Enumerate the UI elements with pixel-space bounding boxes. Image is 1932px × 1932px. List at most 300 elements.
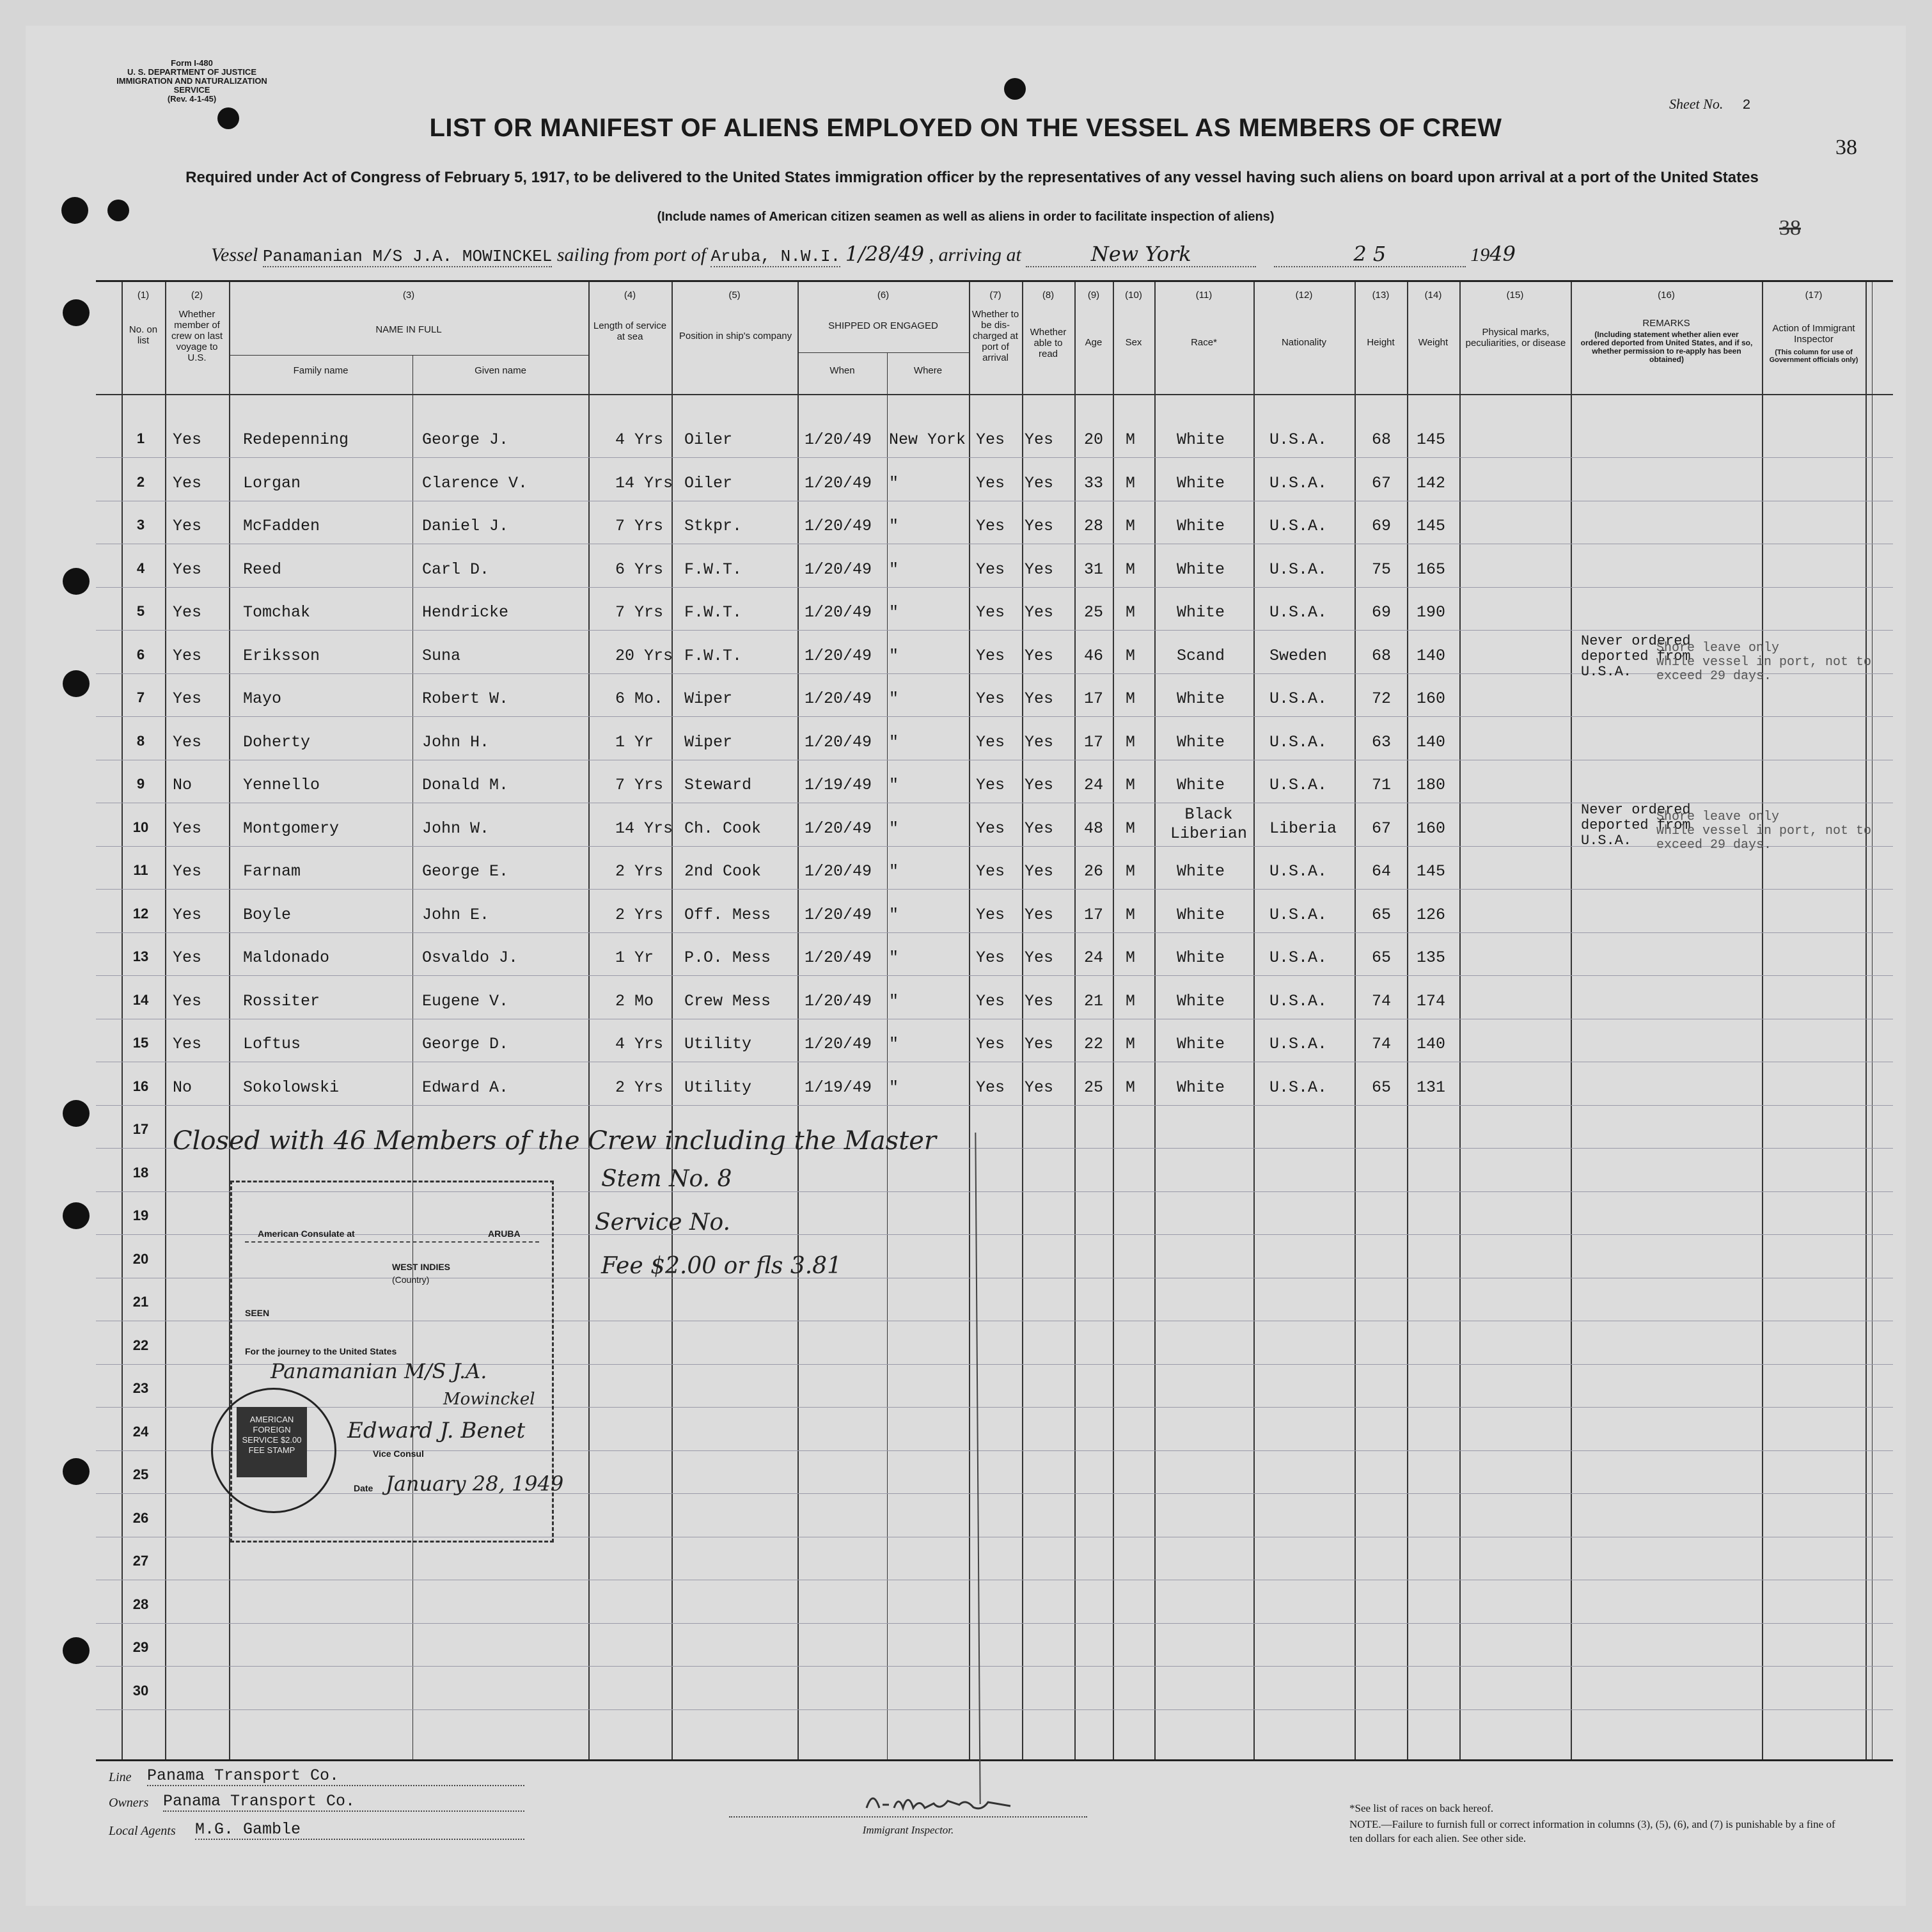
col-header-no: No. on list	[129, 324, 158, 346]
row-number: 29	[132, 1639, 149, 1655]
form-identifier: Form I-480 U. S. DEPARTMENT OF JUSTICE IMMIGRATION AND NATURALIZATION SERVICE (Rev. 4-1-45)	[116, 58, 267, 104]
shipped-when: 1/20/49	[805, 905, 872, 924]
sex: M	[1126, 819, 1136, 838]
family-name: McFadden	[243, 517, 320, 535]
row-number: 8	[136, 732, 145, 749]
col-header-height: Height	[1367, 337, 1395, 348]
height: 67	[1372, 819, 1392, 838]
remark-row-6-shore: Shore leave only while vessel in port, not to exceed 29 days.	[1656, 641, 1872, 684]
nationality: U.S.A.	[1269, 862, 1328, 881]
shipped-when: 1/20/49	[805, 603, 872, 622]
row-number: 22	[132, 1337, 149, 1353]
sailing-date: 1/28/49	[845, 242, 925, 266]
position: F.W.T.	[684, 560, 742, 579]
height: 65	[1372, 1078, 1392, 1097]
family-name: Lorgan	[243, 473, 301, 492]
sex: M	[1126, 1078, 1136, 1097]
line-value: Panama Transport Co.	[147, 1766, 524, 1786]
service-length: 4 Yrs	[615, 1035, 664, 1053]
service-length: 2 Mo	[615, 991, 654, 1010]
row-number: 23	[132, 1380, 149, 1396]
given-name: John H.	[422, 732, 490, 751]
family-name: Farnam	[243, 862, 301, 881]
nationality: U.S.A.	[1269, 776, 1328, 794]
nationality: U.S.A.	[1269, 473, 1328, 492]
age: 24	[1084, 776, 1104, 794]
weight: 145	[1417, 430, 1446, 449]
age: 28	[1084, 517, 1104, 535]
family-name: Doherty	[243, 732, 311, 751]
weight: 160	[1417, 689, 1446, 708]
shipped-when: 1/20/49	[805, 473, 872, 492]
given-name: George D.	[422, 1035, 509, 1053]
race: White	[1177, 560, 1225, 579]
page-number: 38	[1835, 136, 1857, 159]
able-to-read: Yes	[1025, 473, 1054, 492]
col-header-weight: Weight	[1418, 337, 1449, 348]
col-header-when: When	[829, 365, 855, 376]
shipped-where: "	[889, 603, 899, 622]
row-rule	[96, 889, 1893, 890]
last-voyage: No	[173, 1078, 192, 1097]
race: White	[1177, 1078, 1225, 1097]
vessel-line: Vessel Panamanian M/S J.A. MOWINCKEL sailing from port of Aruba, N.W.I. 1/28/49 , arriving at New York 2 5 1949	[211, 242, 1516, 266]
position: Oiler	[684, 473, 733, 492]
row-number: 24	[132, 1423, 149, 1440]
row-rule	[96, 932, 1893, 933]
shipped-when: 1/20/49	[805, 1035, 872, 1053]
race: White	[1177, 991, 1225, 1010]
row-number: 17	[132, 1121, 149, 1137]
age: 17	[1084, 732, 1104, 751]
position: Stkpr.	[684, 517, 742, 535]
row-number: 20	[132, 1250, 149, 1267]
row-number: 9	[136, 776, 145, 792]
race: White	[1177, 689, 1225, 708]
sheet-number: Sheet No. 2	[1669, 96, 1751, 113]
discharged: Yes	[976, 905, 1005, 924]
last-voyage: Yes	[173, 430, 202, 449]
port-of-sailing: Aruba, N.W.I.	[711, 247, 841, 266]
row-number: 18	[132, 1164, 149, 1181]
sex: M	[1126, 646, 1136, 665]
col-header-given: Given name	[475, 365, 526, 376]
able-to-read: Yes	[1025, 689, 1054, 708]
last-voyage: Yes	[173, 603, 202, 622]
weight: 140	[1417, 646, 1446, 665]
weight: 126	[1417, 905, 1446, 924]
manifest-sheet	[26, 26, 1906, 1906]
service-length: 6 Mo.	[615, 689, 664, 708]
row-number: 25	[132, 1466, 149, 1482]
col-header-service: Length of service at sea	[593, 320, 667, 342]
shipped-when: 1/20/49	[805, 862, 872, 881]
discharged: Yes	[976, 430, 1005, 449]
discharged: Yes	[976, 819, 1005, 838]
position: Utility	[684, 1035, 752, 1053]
shipped-when: 1/20/49	[805, 732, 872, 751]
able-to-read: Yes	[1025, 1078, 1054, 1097]
family-name: Yennello	[243, 776, 320, 794]
row-rule	[96, 1623, 1893, 1624]
given-name: George E.	[422, 862, 509, 881]
service-length: 14 Yrs	[615, 819, 673, 838]
owners-value: Panama Transport Co.	[163, 1792, 524, 1812]
shipped-when: 1/20/49	[805, 517, 872, 535]
weight: 174	[1417, 991, 1446, 1010]
age: 31	[1084, 560, 1104, 579]
col-header-nationality: Nationality	[1281, 337, 1327, 348]
col-header-remarks: REMARKS	[1642, 318, 1690, 329]
punch-hole	[63, 1100, 90, 1127]
agents-value: M.G. Gamble	[195, 1820, 524, 1840]
punch-hole	[1004, 78, 1026, 100]
shipped-when: 1/20/49	[805, 689, 872, 708]
given-name: Edward A.	[422, 1078, 509, 1097]
shipped-where: "	[889, 517, 899, 535]
discharged: Yes	[976, 646, 1005, 665]
row-number: 4	[136, 560, 145, 576]
sex: M	[1126, 689, 1136, 708]
shipped-where: "	[889, 1078, 899, 1097]
punch-hole	[63, 1637, 90, 1664]
shipped-when: 1/20/49	[805, 948, 872, 967]
row-rule	[96, 1105, 1893, 1106]
family-name: Loftus	[243, 1035, 301, 1053]
row-number: 1	[136, 430, 145, 446]
inspector-label: Immigrant Inspector.	[862, 1824, 954, 1836]
col-header-where: Where	[913, 365, 943, 376]
service-length: 4 Yrs	[615, 430, 664, 449]
family-name: Boyle	[243, 905, 292, 924]
given-name: John E.	[422, 905, 490, 924]
vessel-name: Panamanian M/S J.A. MOWINCKEL	[262, 247, 553, 266]
family-name: Sokolowski	[243, 1078, 340, 1097]
weight: 142	[1417, 473, 1446, 492]
row-rule	[96, 630, 1893, 631]
row-number: 10	[132, 819, 149, 835]
discharged: Yes	[976, 991, 1005, 1010]
height: 65	[1372, 948, 1392, 967]
col-header-inspector: Action of Immigrant Inspector	[1772, 323, 1855, 345]
shipped-when: 1/19/49	[805, 1078, 872, 1097]
remark-row-10: Never ordered deported from U.S.A.	[1581, 802, 1691, 849]
race: White	[1177, 473, 1225, 492]
row-number: 27	[132, 1553, 149, 1569]
height: 72	[1372, 689, 1392, 708]
race: White	[1177, 905, 1225, 924]
able-to-read: Yes	[1025, 603, 1054, 622]
discharged: Yes	[976, 948, 1005, 967]
shipped-where: "	[889, 991, 899, 1010]
arrival-date: 2 5	[1274, 242, 1466, 267]
shipped-when: 1/20/49	[805, 430, 872, 449]
col-header-last-voyage: Whether member of crew on last voyage to U.S.	[171, 309, 223, 363]
shipped-where: "	[889, 732, 899, 751]
able-to-read: Yes	[1025, 517, 1054, 535]
position: Steward	[684, 776, 752, 794]
punch-hole	[63, 299, 90, 326]
given-name: Clarence V.	[422, 473, 528, 492]
row-number: 13	[132, 948, 149, 964]
given-name: John W.	[422, 819, 490, 838]
given-name: Carl D.	[422, 560, 490, 579]
nationality: Sweden	[1269, 646, 1328, 665]
last-voyage: Yes	[173, 560, 202, 579]
height: 63	[1372, 732, 1392, 751]
row-number: 2	[136, 473, 145, 490]
row-number: 14	[132, 991, 149, 1008]
closing-note: Closed with 46 Members of the Crew including the Master	[173, 1126, 936, 1156]
sex: M	[1126, 430, 1136, 449]
row-number: 5	[136, 603, 145, 619]
age: 20	[1084, 430, 1104, 449]
shipped-where: "	[889, 689, 899, 708]
row-number: 28	[132, 1596, 149, 1612]
service-length: 1 Yr	[615, 948, 654, 967]
stamp-date: January 28, 1949	[386, 1472, 564, 1496]
punch-hole	[63, 1202, 90, 1229]
weight: 145	[1417, 862, 1446, 881]
nationality: U.S.A.	[1269, 991, 1328, 1010]
col-header-shipped: SHIPPED OR ENGAGED	[828, 320, 938, 331]
able-to-read: Yes	[1025, 905, 1054, 924]
shipped-where: "	[889, 473, 899, 492]
last-voyage: Yes	[173, 1035, 202, 1053]
family-name: Montgomery	[243, 819, 340, 838]
race: White	[1177, 732, 1225, 751]
height: 75	[1372, 560, 1392, 579]
weight: 165	[1417, 560, 1446, 579]
given-name: Osvaldo J.	[422, 948, 519, 967]
age: 21	[1084, 991, 1104, 1010]
sex: M	[1126, 776, 1136, 794]
row-number: 6	[136, 646, 145, 663]
page-title: LIST OR MANIFEST OF ALIENS EMPLOYED ON THE VESSEL AS MEMBERS OF CREW	[429, 114, 1502, 142]
discharged: Yes	[976, 560, 1005, 579]
discharged: Yes	[976, 1078, 1005, 1097]
age: 25	[1084, 603, 1104, 622]
sex: M	[1126, 948, 1136, 967]
shipped-when: 1/20/49	[805, 560, 872, 579]
age: 24	[1084, 948, 1104, 967]
last-voyage: Yes	[173, 689, 202, 708]
height: 64	[1372, 862, 1392, 881]
able-to-read: Yes	[1025, 1035, 1054, 1053]
row-number: 30	[132, 1682, 149, 1699]
able-to-read: Yes	[1025, 646, 1054, 665]
weight: 160	[1417, 819, 1446, 838]
family-name: Tomchak	[243, 603, 311, 622]
service-length: 7 Yrs	[615, 776, 664, 794]
fee-note: Fee $2.00 or fls 3.81	[601, 1253, 842, 1279]
stem-note: Stem No. 8	[601, 1166, 732, 1192]
height: 69	[1372, 517, 1392, 535]
family-name: Eriksson	[243, 646, 320, 665]
discharged: Yes	[976, 517, 1005, 535]
last-voyage: Yes	[173, 819, 202, 838]
shipped-where: "	[889, 776, 899, 794]
discharged: Yes	[976, 603, 1005, 622]
crossed-out-number: 38	[1779, 216, 1801, 240]
age: 33	[1084, 473, 1104, 492]
shipped-where: "	[889, 948, 899, 967]
able-to-read: Yes	[1025, 776, 1054, 794]
weight: 140	[1417, 1035, 1446, 1053]
punch-hole	[63, 1458, 90, 1485]
race: White	[1177, 603, 1225, 622]
row-number: 16	[132, 1078, 149, 1094]
position: F.W.T.	[684, 646, 742, 665]
position: Utility	[684, 1078, 752, 1097]
service-length: 6 Yrs	[615, 560, 664, 579]
shipped-where: "	[889, 819, 899, 838]
discharged: Yes	[976, 473, 1005, 492]
nationality: U.S.A.	[1269, 603, 1328, 622]
service-length: 2 Yrs	[615, 905, 664, 924]
col-header-read: Whether able to read	[1030, 327, 1067, 359]
weight: 140	[1417, 732, 1446, 751]
height: 74	[1372, 1035, 1392, 1053]
consulate-stamp: American Consulate at ARUBA WEST INDIES (Country) SEEN For the journey to the United States Panamanian M/S J.A. Mowinckel Edward J. Benet Vice Consul Date January 28, 1949	[230, 1181, 554, 1543]
sex: M	[1126, 517, 1136, 535]
discharged: Yes	[976, 689, 1005, 708]
height: 68	[1372, 646, 1392, 665]
last-voyage: No	[173, 776, 192, 794]
able-to-read: Yes	[1025, 819, 1054, 838]
age: 25	[1084, 1078, 1104, 1097]
family-name: Redepenning	[243, 430, 349, 449]
owners-label: Owners	[109, 1796, 149, 1810]
last-voyage: Yes	[173, 517, 202, 535]
service-length: 14 Yrs	[615, 473, 673, 492]
col-header-race: Race*	[1191, 337, 1217, 348]
sex: M	[1126, 1035, 1136, 1053]
row-rule	[96, 1666, 1893, 1667]
able-to-read: Yes	[1025, 732, 1054, 751]
race: White	[1177, 1035, 1225, 1053]
able-to-read: Yes	[1025, 991, 1054, 1010]
nationality: Liberia	[1269, 819, 1337, 838]
col-header-physical: Physical marks, peculiarities, or disease	[1465, 327, 1566, 349]
row-rule	[96, 587, 1893, 588]
height: 74	[1372, 991, 1392, 1010]
discharged: Yes	[976, 862, 1005, 881]
height: 71	[1372, 776, 1392, 794]
weight: 180	[1417, 776, 1446, 794]
position: 2nd Cook	[684, 862, 762, 881]
col-header-age: Age	[1085, 337, 1103, 348]
age: 17	[1084, 689, 1104, 708]
row-rule	[96, 1709, 1893, 1710]
col-header-family: Family name	[293, 365, 349, 376]
age: 26	[1084, 862, 1104, 881]
service-length: 1 Yr	[615, 732, 654, 751]
sex: M	[1126, 473, 1136, 492]
shipped-where: "	[889, 646, 899, 665]
race: White	[1177, 776, 1225, 794]
remark-row-10-shore: Shore leave only while vessel in port, not to exceed 29 days.	[1656, 810, 1872, 852]
arriving-port: New York	[1026, 242, 1256, 267]
shipped-where: "	[889, 862, 899, 881]
sex: M	[1126, 560, 1136, 579]
age: 46	[1084, 646, 1104, 665]
row-number: 11	[133, 862, 148, 878]
inspector-signature-scribble	[863, 1786, 1030, 1818]
discharged: Yes	[976, 1035, 1005, 1053]
requirement-text: Required under Act of Congress of February 5, 1917, to be delivered to the United States immigration officer by the representatives of any vessel having such aliens on board upon arrival at a port of the United States	[185, 169, 1759, 186]
row-rule	[96, 716, 1893, 717]
last-voyage: Yes	[173, 473, 202, 492]
row-number: 7	[136, 689, 145, 705]
position: P.O. Mess	[684, 948, 771, 967]
position: Oiler	[684, 430, 733, 449]
weight: 131	[1417, 1078, 1446, 1097]
remark-row-6: Never ordered deported from U.S.A.	[1581, 633, 1691, 680]
nationality: U.S.A.	[1269, 560, 1328, 579]
sex: M	[1126, 905, 1136, 924]
height: 68	[1372, 430, 1392, 449]
weight: 145	[1417, 517, 1446, 535]
shipped-where: "	[889, 1035, 899, 1053]
row-rule	[96, 975, 1893, 976]
punch-hole	[63, 670, 90, 697]
races-note: *See list of races on back hereof.	[1349, 1802, 1494, 1814]
row-number: 12	[132, 905, 149, 922]
row-number: 26	[132, 1509, 149, 1526]
nationality: U.S.A.	[1269, 517, 1328, 535]
agents-label: Local Agents	[109, 1824, 176, 1838]
col-header-position: Position in ship's company	[679, 331, 792, 342]
able-to-read: Yes	[1025, 948, 1054, 967]
position: Wiper	[684, 732, 733, 751]
age: 17	[1084, 905, 1104, 924]
last-voyage: Yes	[173, 732, 202, 751]
height: 65	[1372, 905, 1392, 924]
last-voyage: Yes	[173, 991, 202, 1010]
family-name: Rossiter	[243, 991, 320, 1010]
shipped-when: 1/20/49	[805, 646, 872, 665]
service-note: Service No.	[595, 1209, 730, 1236]
race: White	[1177, 517, 1225, 535]
race: White	[1177, 948, 1225, 967]
penalty-note: NOTE.—Failure to furnish full or correct information in columns (3), (5), (6), and (7) is punishable by a fine of ten dollars for each alien. See other side.	[1349, 1818, 1835, 1844]
given-name: Suna	[422, 646, 461, 665]
col-header-name: NAME IN FULL	[375, 324, 442, 335]
position: Crew Mess	[684, 991, 771, 1010]
given-name: Daniel J.	[422, 517, 509, 535]
sex: M	[1126, 603, 1136, 622]
race: Black Liberian	[1170, 805, 1248, 843]
row-rule	[96, 457, 1893, 458]
weight: 135	[1417, 948, 1446, 967]
height: 69	[1372, 603, 1392, 622]
family-name: Mayo	[243, 689, 282, 708]
shipped-where: New York	[889, 430, 966, 449]
inspector-signature	[863, 1786, 1030, 1824]
col-header-discharged: Whether to be dis-charged at port of arrival	[971, 309, 1019, 363]
race: White	[1177, 862, 1225, 881]
nationality: U.S.A.	[1269, 948, 1328, 967]
given-name: Donald M.	[422, 776, 509, 794]
punch-hole	[63, 568, 90, 595]
sex: M	[1126, 732, 1136, 751]
row-number: 19	[132, 1207, 149, 1223]
last-voyage: Yes	[173, 646, 202, 665]
include-note: (Include names of American citizen seamen as well as aliens in order to facilitate inspection of aliens)	[657, 210, 1275, 224]
service-length: 2 Yrs	[615, 1078, 664, 1097]
col-header-remarks-sub: (Including statement whether alien ever ordered deported from United States, and if so, whether permission to re-apply has been obtained)	[1580, 330, 1753, 364]
